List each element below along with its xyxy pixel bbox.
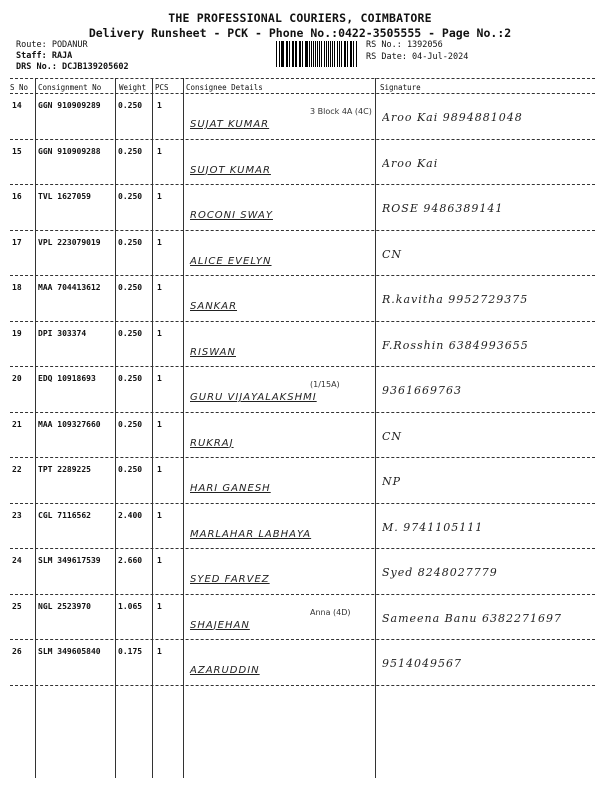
row-signature: ROSE 9486389141 bbox=[382, 202, 504, 215]
row-consignee-name: RUKRAJ bbox=[190, 437, 234, 449]
row-divider bbox=[10, 548, 595, 549]
row-sno: 23 bbox=[12, 510, 22, 520]
row-divider bbox=[10, 639, 595, 640]
row-weight: 0.250 bbox=[118, 465, 143, 474]
row-consignee-name: MARLAHAR LABHAYA bbox=[190, 528, 312, 540]
row-weight: 2.400 bbox=[118, 510, 143, 520]
row-weight: 0.250 bbox=[118, 146, 143, 156]
company-title: THE PROFESSIONAL COURIERS, COIMBATORE bbox=[168, 11, 432, 25]
row-pcs: 1 bbox=[157, 146, 162, 156]
row-consignment-no: SLM 349617539 bbox=[38, 556, 101, 565]
column-divider bbox=[375, 78, 376, 778]
row-pcs: 1 bbox=[157, 237, 162, 247]
row-divider bbox=[10, 594, 595, 595]
row-signature: Sameena Banu 6382271697 bbox=[382, 611, 562, 625]
row-pcs: 1 bbox=[157, 556, 162, 565]
table-top-rule bbox=[10, 78, 595, 79]
row-divider bbox=[10, 457, 595, 458]
row-signature: R.kavitha 9952729375 bbox=[382, 293, 529, 306]
row-sno: 14 bbox=[12, 101, 22, 110]
row-consignment-no: TVL 1627059 bbox=[38, 192, 91, 201]
row-signature: F.Rosshin 6384993655 bbox=[382, 338, 529, 352]
row-divider bbox=[10, 275, 595, 276]
row-pcs: 1 bbox=[157, 419, 162, 429]
row-weight: 0.250 bbox=[118, 283, 143, 292]
row-signature: CN bbox=[382, 429, 403, 443]
row-divider bbox=[10, 685, 595, 686]
row-signature: NP bbox=[382, 475, 402, 488]
column-divider bbox=[35, 78, 36, 778]
row-sno: 24 bbox=[12, 556, 22, 565]
row-weight: 0.175 bbox=[118, 647, 143, 656]
row-sno: 20 bbox=[12, 374, 22, 383]
row-divider bbox=[10, 321, 595, 322]
row-weight: 0.250 bbox=[118, 101, 143, 110]
row-consignee-note: Anna (4D) bbox=[310, 607, 351, 617]
row-divider bbox=[10, 230, 595, 231]
row-pcs: 1 bbox=[157, 647, 162, 656]
row-consignee-name: SHAJEHAN bbox=[190, 619, 250, 631]
row-consignment-no: VPL 223079019 bbox=[38, 237, 101, 247]
rs-number: RS No.: 1392056 bbox=[366, 40, 443, 50]
row-signature: 9361669763 bbox=[382, 384, 462, 397]
row-consignee-name: GURU VIJAYALAKSHMI bbox=[190, 392, 317, 403]
row-weight: 2.660 bbox=[118, 556, 143, 565]
row-pcs: 1 bbox=[157, 328, 162, 338]
row-divider bbox=[10, 184, 595, 185]
row-pcs: 1 bbox=[157, 192, 162, 201]
row-weight: 0.250 bbox=[118, 237, 143, 247]
column-header-consignee: Consignee Details bbox=[186, 83, 263, 92]
row-consignment-no: MAA 109327660 bbox=[38, 419, 101, 429]
row-weight: 0.250 bbox=[118, 192, 143, 201]
row-sno: 16 bbox=[12, 192, 22, 201]
row-signature: 9514049567 bbox=[382, 657, 462, 670]
drs-number: DRS No.: DCJB139205602 bbox=[16, 62, 129, 72]
column-header-signature: Signature bbox=[380, 83, 421, 92]
row-pcs: 1 bbox=[157, 510, 162, 520]
staff-label: Staff: RAJA bbox=[16, 51, 73, 61]
rs-date: RS Date: 04-Jul-2024 bbox=[366, 52, 469, 62]
row-consignee-name: ALICE EVELYN bbox=[190, 255, 272, 267]
row-signature: Syed 8248027779 bbox=[382, 566, 498, 579]
row-sno: 21 bbox=[12, 419, 22, 429]
row-consignment-no: GGN 910909289 bbox=[38, 101, 101, 110]
row-divider bbox=[10, 366, 595, 367]
row-consignee-name: SANKAR bbox=[190, 301, 238, 312]
row-signature: CN bbox=[382, 247, 403, 261]
row-consignment-no: TPT 2289225 bbox=[38, 465, 91, 474]
row-sno: 25 bbox=[12, 601, 22, 611]
row-weight: 1.065 bbox=[118, 601, 143, 611]
row-weight: 0.250 bbox=[118, 374, 143, 383]
row-divider bbox=[10, 412, 595, 413]
row-consignee-name: ROCONI SWAY bbox=[190, 210, 273, 221]
row-consignment-no: DPI 303374 bbox=[38, 328, 87, 338]
column-divider bbox=[183, 78, 184, 778]
row-pcs: 1 bbox=[157, 465, 162, 474]
row-pcs: 1 bbox=[157, 601, 162, 611]
route-label: Route: PODANUR bbox=[16, 40, 88, 50]
row-consignment-no: NGL 2523970 bbox=[38, 601, 91, 611]
row-sno: 18 bbox=[12, 283, 22, 292]
row-signature: Aroo Kai 9894881048 bbox=[382, 111, 523, 124]
column-header-consignment: Consignment No bbox=[38, 83, 102, 92]
row-sno: 22 bbox=[12, 465, 22, 474]
row-sno: 19 bbox=[12, 328, 22, 338]
row-weight: 0.250 bbox=[118, 328, 143, 338]
row-sno: 15 bbox=[12, 146, 22, 156]
row-consignee-name: SUJAT KUMAR bbox=[190, 119, 270, 130]
row-consignment-no: GGN 910909288 bbox=[38, 146, 101, 156]
row-consignee-name: RISWAN bbox=[190, 346, 236, 358]
column-header-pcs: PCS bbox=[155, 83, 169, 92]
row-consignee-name: SYED FARVEZ bbox=[190, 574, 270, 585]
row-sno: 26 bbox=[12, 647, 22, 656]
column-divider bbox=[115, 78, 116, 778]
row-consignee-name: SUJOT KUMAR bbox=[190, 164, 271, 176]
row-consignment-no: CGL 7116562 bbox=[38, 510, 91, 520]
row-pcs: 1 bbox=[157, 374, 162, 383]
runsheet-title: Delivery Runsheet - PCK - Phone No.:0422-3505555 - Page No.:2 bbox=[88, 26, 512, 40]
row-pcs: 1 bbox=[157, 283, 162, 292]
row-divider bbox=[10, 139, 595, 140]
column-header-sno: S No bbox=[10, 83, 29, 92]
row-signature: Aroo Kai bbox=[382, 156, 439, 170]
row-pcs: 1 bbox=[157, 101, 162, 110]
row-consignment-no: EDQ 10918693 bbox=[38, 374, 96, 383]
row-consignee-name: AZARUDDIN bbox=[190, 665, 260, 676]
header-rule bbox=[10, 93, 595, 94]
barcode bbox=[276, 41, 358, 67]
column-divider bbox=[152, 78, 153, 778]
row-weight: 0.250 bbox=[118, 419, 143, 429]
row-sno: 17 bbox=[12, 237, 22, 247]
row-consignee-name: HARI GANESH bbox=[190, 483, 271, 494]
row-consignment-no: SLM 349605840 bbox=[38, 647, 101, 656]
row-signature: M. 9741105111 bbox=[382, 520, 484, 534]
column-header-weight: Weight bbox=[119, 83, 147, 92]
row-divider bbox=[10, 503, 595, 504]
row-consignee-note: (1/15A) bbox=[310, 380, 340, 389]
row-consignment-no: MAA 704413612 bbox=[38, 283, 101, 292]
row-consignee-note: 3 Block 4A (4C) bbox=[310, 107, 372, 116]
